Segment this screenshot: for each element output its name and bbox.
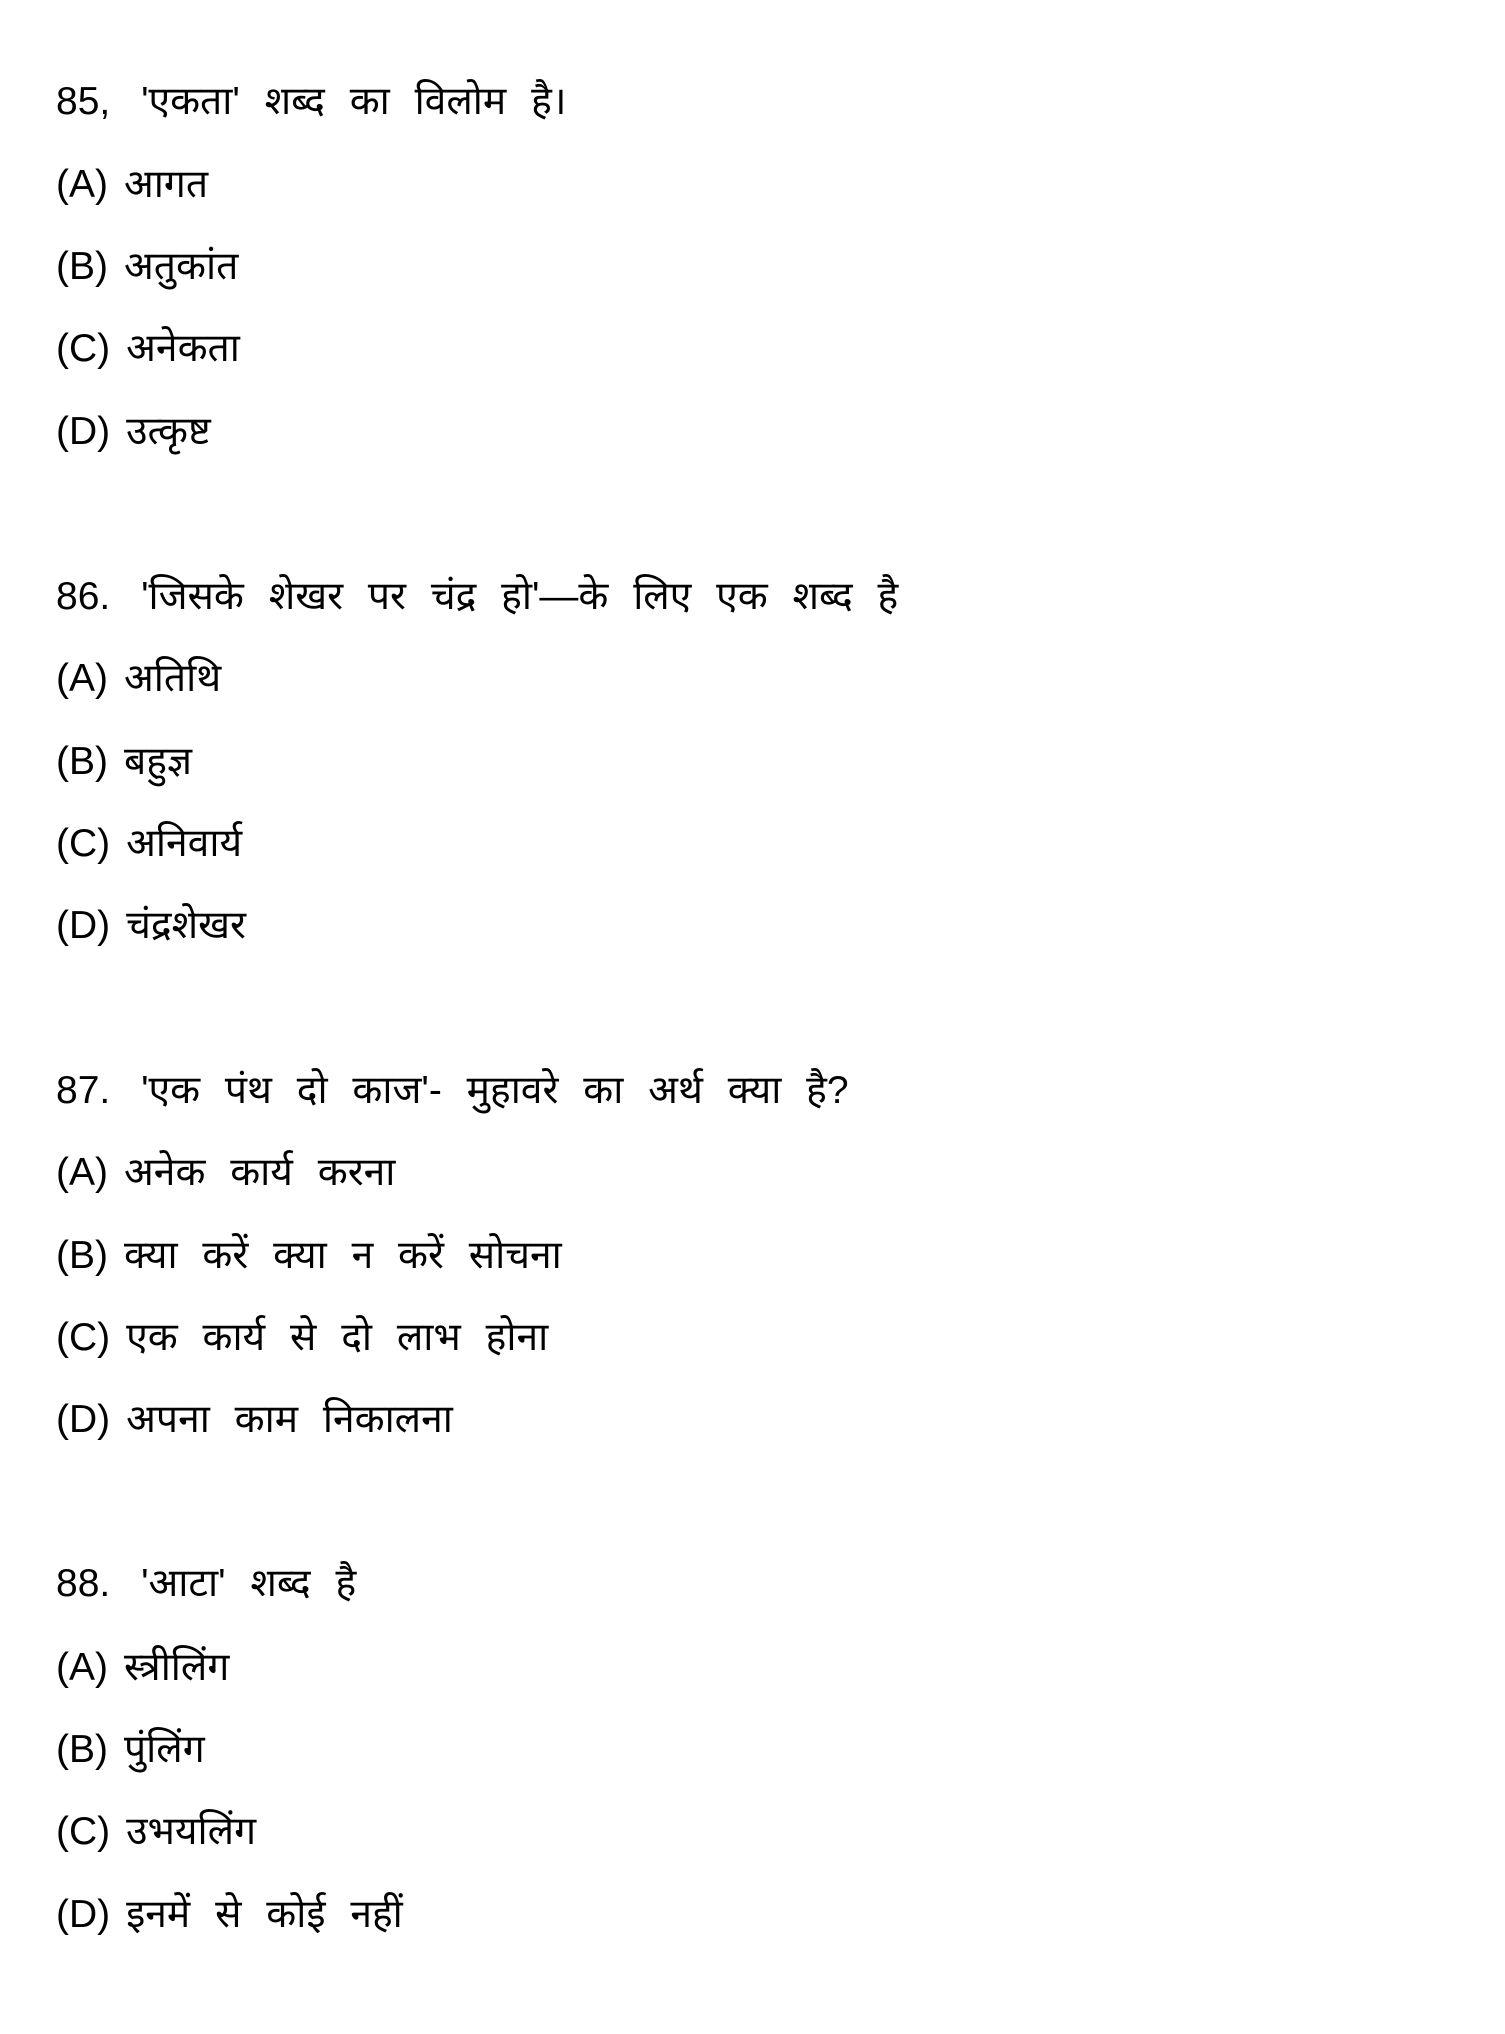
question-text: 'आटा' शब्द है	[141, 1562, 357, 1605]
question-87	[56, 1063, 849, 1119]
question-87-option-d	[56, 1392, 453, 1448]
question-88-option-c	[56, 1804, 256, 1860]
option-text: इनमें से कोई नहीं	[126, 1893, 403, 1936]
option-label: (D)	[56, 1893, 111, 1936]
question-85-option-d	[56, 404, 211, 460]
option-label: (A)	[56, 657, 108, 700]
option-text: अतुकांत	[124, 245, 239, 288]
option-text: चंद्रशेखर	[126, 904, 246, 947]
option-text: आगत	[124, 163, 209, 206]
option-label: (C)	[56, 327, 111, 370]
option-label: (D)	[56, 410, 111, 453]
option-text: अनेकता	[126, 327, 240, 370]
option-text: अतिथि	[124, 657, 222, 700]
question-text: 'जिसके शेखर पर चंद्र हो'—के लिए एक शब्द है	[141, 575, 899, 618]
option-text: बहुज्ञ	[124, 740, 192, 783]
question-86-option-b	[56, 734, 192, 790]
question-86	[56, 569, 898, 625]
option-text: स्त्रीलिंग	[124, 1646, 230, 1689]
option-label: (C)	[56, 1810, 111, 1853]
question-number: 85,	[56, 80, 111, 123]
question-85-option-a	[56, 157, 208, 213]
option-label: (B)	[56, 740, 108, 783]
question-number: 88.	[56, 1562, 111, 1605]
option-text: अनेक कार्य करना	[124, 1151, 396, 1194]
question-85	[56, 74, 567, 130]
option-text: अपना काम निकालना	[126, 1398, 453, 1441]
question-88-option-a	[56, 1640, 229, 1696]
option-label: (B)	[56, 1728, 108, 1771]
option-text: अनिवार्य	[126, 822, 243, 865]
question-88-option-d	[56, 1887, 403, 1943]
option-label: (C)	[56, 1316, 111, 1359]
option-label: (B)	[56, 1234, 108, 1277]
option-label: (D)	[56, 904, 111, 947]
option-text: क्या करें क्या न करें सोचना	[124, 1234, 562, 1277]
question-86-option-a	[56, 651, 221, 707]
question-87-option-c	[56, 1310, 548, 1366]
option-text: पुंलिंग	[124, 1728, 205, 1771]
option-text: एक कार्य से दो लाभ होना	[126, 1316, 549, 1359]
option-label: (C)	[56, 822, 111, 865]
option-label: (A)	[56, 1646, 108, 1689]
question-text: 'एक पंथ दो काज'- मुहावरे का अर्थ क्या है?	[141, 1069, 849, 1112]
option-label: (A)	[56, 1151, 108, 1194]
option-text: उभयलिंग	[126, 1810, 257, 1853]
question-text: 'एकता' शब्द का विलोम है।	[141, 80, 567, 123]
question-number: 87.	[56, 1069, 111, 1112]
option-label: (D)	[56, 1398, 111, 1441]
option-label: (B)	[56, 245, 108, 288]
option-text: उत्कृष्ट	[126, 410, 211, 453]
question-85-option-c	[56, 321, 240, 377]
question-88-option-b	[56, 1722, 205, 1778]
question-number: 86.	[56, 575, 111, 618]
question-86-option-d	[56, 898, 246, 954]
question-87-option-b	[56, 1228, 562, 1284]
option-label: (A)	[56, 163, 108, 206]
question-85-option-b	[56, 239, 238, 295]
question-87-option-a	[56, 1145, 395, 1201]
question-86-option-c	[56, 816, 242, 872]
question-88	[56, 1556, 356, 1612]
